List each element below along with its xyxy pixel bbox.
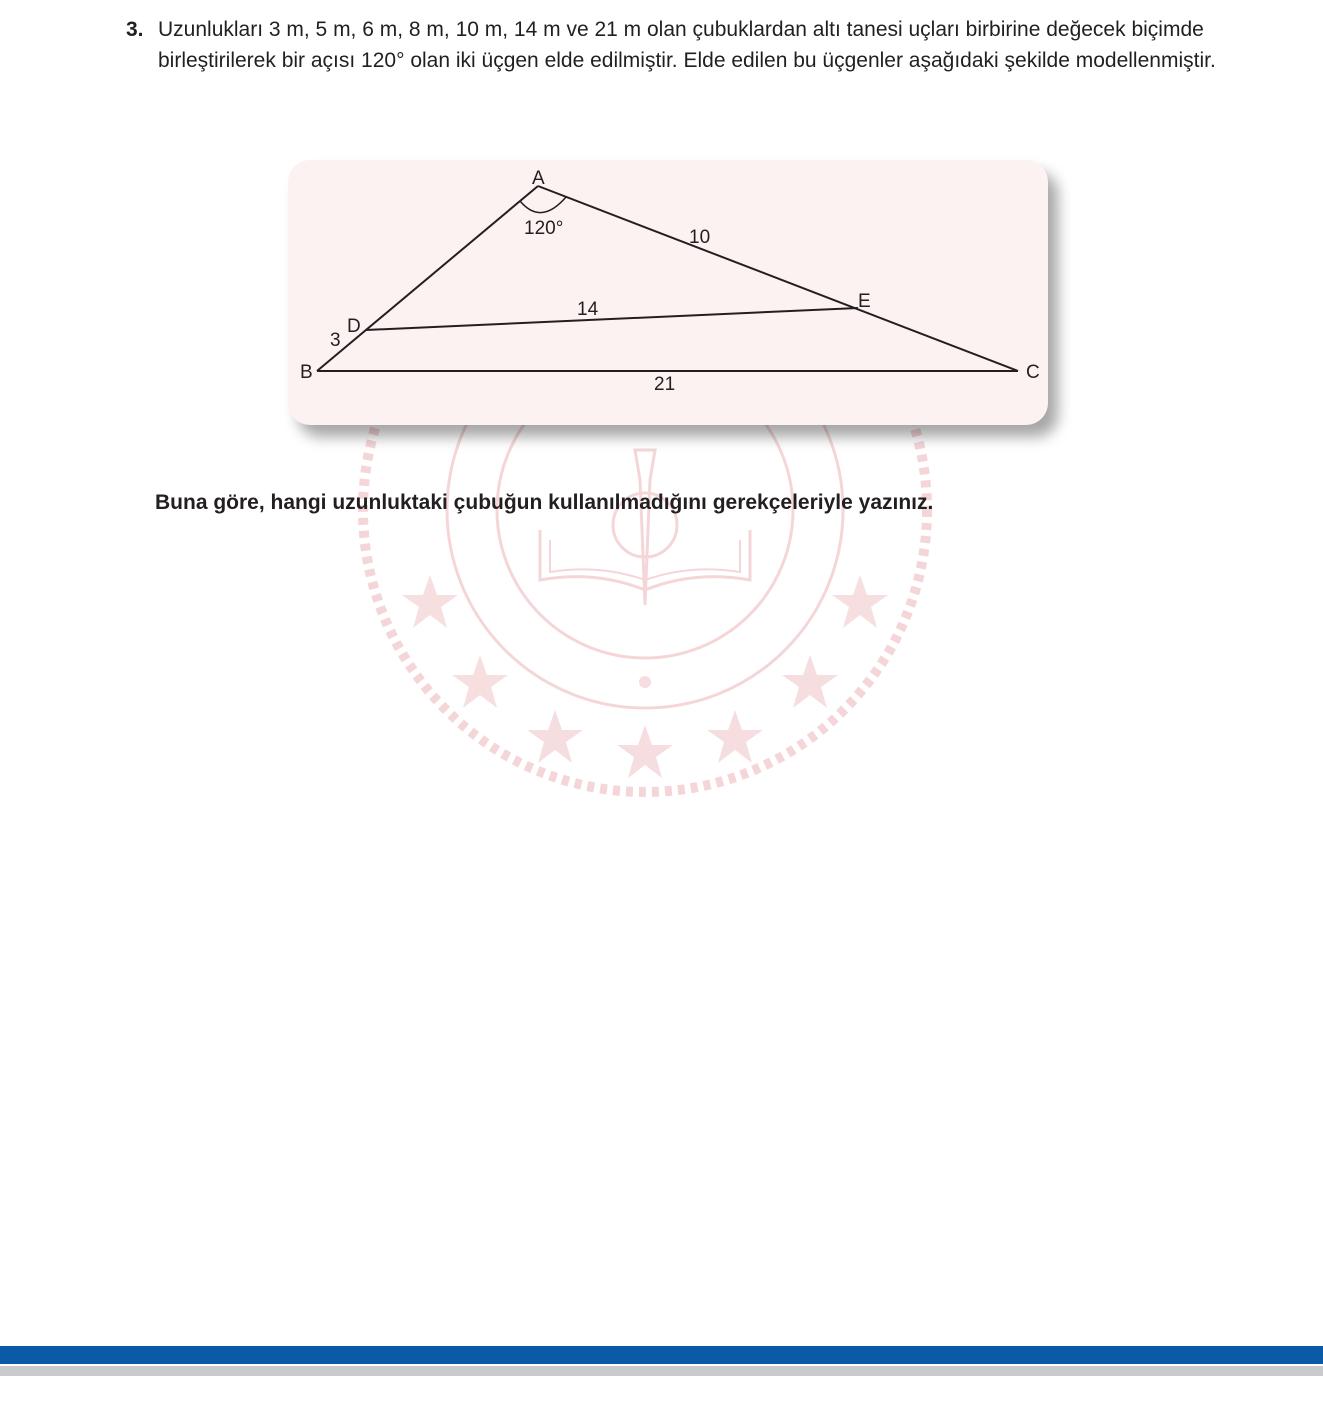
segment-AB: [317, 186, 538, 371]
triangle-figure: [288, 160, 1048, 425]
watermark-seal: [345, 400, 945, 820]
seal-ring-inner: [497, 400, 793, 658]
seal-star-icon: [707, 710, 763, 763]
seal-ring-outer: [447, 400, 843, 708]
question-number: 3.: [126, 18, 144, 41]
label-point-E: E: [858, 291, 871, 312]
question-text: Uzunlukları 3 m, 5 m, 6 m, 8 m, 10 m, 14 m ve 21 m olan çubuklardan altı tanesi uçları birbirine değecek biçimde birleştirilerek bir açısı 120° olan iki üçgen elde edilmiştir. Elde edilen bu üçgenler aşağıdaki şekilde modellenmiştir.: [158, 18, 1216, 72]
label-length-DE: 14: [577, 299, 599, 320]
segment-DE: [366, 308, 858, 330]
label-point-C: C: [1026, 362, 1040, 383]
footer-bar-blue: [0, 1346, 1323, 1364]
label-angle: 120°: [524, 218, 564, 239]
seal-star-icon: [832, 575, 888, 628]
figure-panel: [288, 160, 1048, 425]
label-point-B: B: [300, 362, 313, 383]
angle-arc: [520, 197, 566, 213]
segment-AC: [538, 186, 1018, 371]
footer-bar-gray: [0, 1366, 1323, 1376]
label-length-BC: 21: [654, 374, 676, 395]
seal-star-icon: [782, 655, 838, 708]
seal-torch-icon: [635, 450, 655, 605]
label-length-AE: 10: [689, 227, 711, 248]
seal-star-icon: [527, 710, 583, 763]
label-point-A: A: [532, 168, 545, 189]
label-length-BD: 3: [330, 330, 341, 351]
question-prompt: Buna göre, hangi uzunluktaki çubuğun kullanılmadığını gerekçeleriyle yazınız.: [155, 491, 934, 514]
seal-star-icon: [617, 725, 673, 778]
label-point-D: D: [347, 316, 361, 337]
seal-star-icon: [402, 575, 458, 628]
seal-star-icon: [452, 655, 508, 708]
